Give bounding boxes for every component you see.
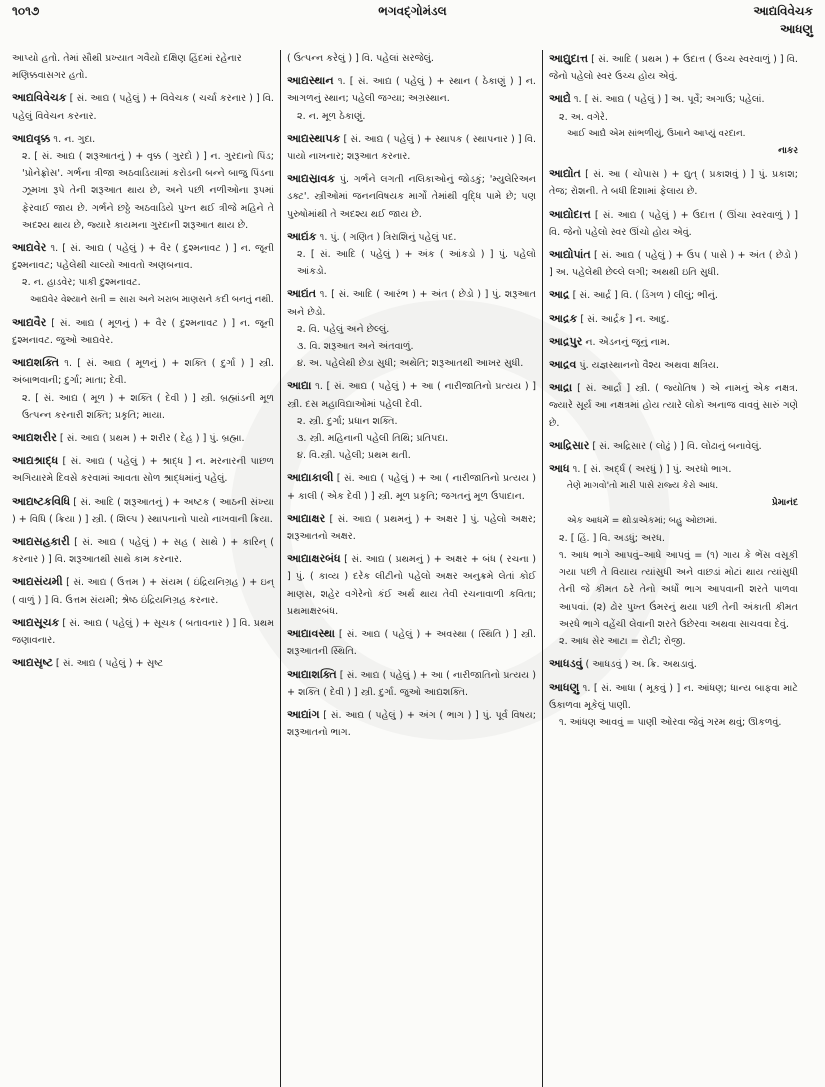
sense: [ સં. આ ( ચોપાસ ) + દ્યુત્ ( પ્રકાશવું ) ] પું. પ્રકાશ; તેજ; રોશની. તે બધી દિશામાં ફેલાય છે. — [549, 169, 798, 198]
sense: [ સં. આર્દ્ર ] વિ. ( ડિંગળ ) લીલું; ભીનું. — [572, 290, 718, 302]
sense: ૧. [ સં. આદ્ય ( પહેલું ) ] અ. પૂર્વે; અગાઉ; પહેલાં. — [573, 94, 765, 106]
headword: આદ્યશક્તિ — [12, 356, 59, 370]
sense: ૨. સ્ત્રી. દુર્ગા; પ્રધાન શક્તિ. — [297, 415, 398, 427]
headword: આદ્યે — [549, 92, 571, 106]
dictionary-entry — [549, 437, 798, 455]
headword: આદ્રા — [549, 381, 573, 395]
sense: ૨. [ હિં. ] વિ. અડધું; અરધ. — [559, 532, 665, 544]
dictionary-entry — [12, 429, 274, 447]
headword: આદ્રિસાર — [549, 438, 590, 452]
sense: [ સં. આદ્ય ( પહેલું ) + સૂચક ( બતાવનાર ) ] વિ. પ્રથમ જણાવનાર. — [12, 617, 274, 647]
dictionary-entry — [12, 573, 274, 608]
dictionary-entry — [549, 246, 798, 281]
sense: [ સં. આર્દ્રા ] સ્ત્રી. ( જ્યોતિષ ) એ નામનું એક નક્ષત્ર. જ્યારે સૂર્ય આ નક્ષત્રમાં હોય ત્યારે લોકો અનાજ વાવવું સારું ગણે છે. — [549, 383, 798, 429]
headword: આધ — [549, 462, 570, 476]
dictionary-entry — [549, 333, 798, 351]
sense: [ સં. અદ્રિસાર ( લોઢું ) ] વિ. લોઢાનું બનાવેલું. — [592, 440, 762, 452]
sense: [ સં. આદ્ય ( પહેલું ) + સહ ( સાથે ) + કારિન્ ( કરનાર ) ] વિ. શરૂઆતથી સાથે કામ કરનાર. — [12, 537, 274, 566]
sense: ન. એડનનું જૂનું નામ. — [585, 336, 670, 348]
dictionary-entry — [549, 206, 798, 241]
headword: આદ્યસૂચક — [12, 615, 60, 629]
sense: ૨. [ સં. આદિ ( પહેલું ) + અંક ( આંકડો ) ] પું. પહેલો આંકડો. — [297, 249, 536, 278]
sense: ૨. [ સં. આદ્ય ( મૂળ ) + શક્તિ ( દેવી ) ] સ્ત્રી. બ્રહ્માંડની મૂળ ઉત્પન્ન કરનારી શક્તિ; પ્રકૃતિ; માયા. — [22, 392, 274, 421]
sense: ૪. વિ.સ્ત્રી. પહેલી; પ્રથમ થતી. — [297, 450, 411, 462]
headword: આદ્યાંગ — [287, 707, 320, 721]
headword: આદ્યશરીર — [12, 431, 57, 445]
dictionary-entry — [287, 228, 536, 281]
dictionary-columns — [12, 50, 818, 1087]
headword: આદ્યસૃષ્ટ — [12, 656, 53, 670]
continued-text: આપ્યો હતો. તેમાં સૌથી પ્રખ્યાત ગવૈયો દક્ષિણ હિંદમાં રહેનાર મણિક્કવાસગર હતો. — [12, 53, 242, 82]
headword: આદ્યાવસ્થા — [287, 627, 335, 641]
dictionary-entry — [287, 550, 536, 620]
dictionary-entry — [12, 654, 274, 672]
page-header — [0, 0, 825, 48]
sense: [ સં. આદિ ( પ્રથમ ) + ઉદાત્ત ( ઉચ્ચ સ્વરવાળું ) ] વિ. જેનો પહેલો સ્વર ઉચ્ચ હોય એવું. — [549, 54, 798, 83]
sense: [ સં. આદ્ય ( પહેલું ) + શ્રાદ્ધ ] ન. મરનારની પાછળ અગિયારમે દિવસે કરવામાં આવતા સોળ શ્રાદ્ધમાંનું પહેલું. — [12, 456, 274, 485]
dictionary-entry — [549, 286, 798, 304]
headword: આદ્ર — [549, 288, 570, 302]
headword: આદ્યવૈર — [12, 315, 47, 329]
sense: [ સં. આદ્ય ( પ્રથમ ) + શરીર ( દેહ ) ] પું. બ્રહ્મા. — [59, 433, 245, 445]
sense: [ સં. આદ્ય ( ઉત્તમ ) + સંયમ ( ઇંદ્રિયનિગ્રહ ) + ઇન્ ( વાળું ) ] વિ. ઉત્તમ સંયમી; શ્રેષ્ઠ ઇંદ્રિયનિગ્રહ કરનાર. — [12, 577, 274, 606]
sense: ૨. આધ સેર આટા = રોટી; રોજી. — [559, 636, 686, 648]
sense: [ સં. આદ્ય ( પ્રથમનું ) + અક્ષર + બંધ ( રચના ) ] પું. ( કાવ્ય ) દરેક લીટીનો પહેલો અક્ષર અનુક્રમે લેતાં કોઈ માણસ, શહેર વગેરેનો કંઈ અર્થ થાય તેવી રચનાવાળી કવિતા; પ્રથમાક્ષરબંધ. — [287, 554, 536, 617]
sense: [ સં. આદ્ય ( પહેલું ) + વિવેચક ( ચર્ચા કરનાર ) ] વિ. પહેલું વિવેચન કરનાર. — [12, 93, 274, 122]
headword: આદ્યુદાત્ત — [549, 52, 589, 65]
sense: ૧. આધ ભાગે આપવું–આધે આપવું = (૧) ગાય કે ભેંસ વસૂકી ગયા પછી તે વિયાય ત્યાંસુધી અને વાછડાં મોટાં થાય ત્યાંસુધી તેની જે કીમત ઠરે તેનો અર્ધો ભાગ આપવાની શરતે પાળવા આપવાં. (૨) ઢોર પુખ્ત ઉંમરનું થયા પછી તેની અંકાતી કીમત અરધે ભાગે વહેંચી લેવાની શરતે ઉછેરવા અથવા સાચવવા દેવું. — [559, 550, 798, 630]
sense: ૩. સ્ત્રી. મહિનાની પહેલી તિથિ; પ્રતિપદા. — [297, 433, 449, 445]
dictionary-entry — [287, 285, 536, 372]
dictionary-entry — [549, 90, 798, 160]
dictionary-entry — [287, 130, 536, 165]
dictionary-entry — [287, 625, 536, 660]
headword: આદ્યશ્રાદ્ધ — [12, 454, 59, 468]
sense: [ સં. આદ્ય ( પહેલું ) + સૃષ્ટ — [55, 658, 164, 670]
book-title: ભગવદ્ગોમંડલ — [378, 4, 447, 18]
usage-quote: તેણે માગવો'તો મારી પાસે રાજ્ય કેરો આધ. — [567, 481, 719, 492]
headword: આદ્યોદાત્ત — [549, 207, 591, 221]
sense: ૧. આંધણ આવવું = પાણી ઓરવા જેવું ગરમ થવું; ઊકળવું. — [559, 716, 782, 728]
sense: ૧. ન. ગુદા. — [53, 133, 96, 145]
headword: આદ્યોત — [549, 167, 581, 181]
sense: ૧. [ સં. આદ્ય ( પહેલું ) + વૈર ( દુશ્મનાવટ ) ] ન. જૂની દુશ્મનાવટ; પહેલેથી ચાલ્યો આવતો અણબનાવ. — [12, 243, 274, 272]
sense: ( આધડવું ) અ. ક્રિ. અથડાવું. — [585, 659, 697, 671]
headword: આદ્યષ્ટકવિધિ — [12, 494, 71, 508]
headword: આદ્યાશક્તિ — [287, 667, 337, 681]
sense: ૧. પું. ( ગણિત ) ત્રિરાશિનું પહેલું પદ. — [319, 231, 457, 243]
headword: આદ્યા — [287, 379, 312, 393]
dictionary-entry — [287, 706, 536, 741]
sense: ૧. [ સં. આદ્ય ( પહેલું ) + સ્થાન ( ઠેકાણું ) ] ન. આગળનું સ્થાન; પહેલી જગ્યા; અગ્રસ્થાન. — [287, 76, 536, 105]
dictionary-entry — [12, 130, 274, 234]
sense: [ સં. આદ્ય ( પ્રથમનું ) + અક્ષર ] પું. પહેલો અક્ષર; શરૂઆતનો અક્ષર. — [287, 513, 536, 543]
dictionary-entry — [12, 452, 274, 487]
sense: [ સં. આદ્ય ( પહેલું ) + ઉદાત્ત ( ઊંચા સ્વરવાળું ) ] વિ. જેનો પહેલો સ્વર ઊંચો હોય એવું. — [549, 209, 798, 238]
headword: આદ્યસ્થાપક — [287, 131, 341, 145]
guide-word-last: આધણુ — [780, 22, 813, 36]
usage-quote: એક આધમેં = થોડાએકમાં; બહુ ઓછામાં. — [567, 515, 718, 526]
dictionary-entry — [549, 356, 798, 374]
dictionary-entry — [549, 460, 798, 650]
sense: [ સં. આર્દ્રક ] ન. આદુ. — [580, 313, 670, 325]
dictionary-entry — [12, 493, 274, 528]
headword: આદ્યંક — [287, 229, 317, 243]
sense: ૧. [ સં. આધા ( મૂકવું ) ] ન. આંધણ; ધાન્ય બાફવા માટે ઉકાળવા મૂકેલું પાણી. — [549, 682, 798, 711]
headword: આદ્યવેર — [12, 241, 47, 255]
dictionary-entry — [287, 469, 536, 504]
headword: આદ્યોપાંત — [549, 248, 591, 262]
usage-quote: આદ્યવેર વેશ્યાને સતી = સારા અને ખરાબ માણસને કદી બનતું નથી. — [30, 294, 274, 305]
sense: ૨. અ. વગેરે. — [559, 111, 608, 123]
dictionary-entry — [12, 314, 274, 349]
quote-attribution: પ્રેમાનંદ — [771, 498, 798, 509]
dictionary-entry — [287, 377, 536, 464]
dictionary-entry — [12, 89, 274, 124]
dictionary-entry — [549, 50, 798, 85]
headword: આદ્યવિવેચક — [12, 91, 67, 105]
page-number: ૧૦૧૭ — [12, 4, 40, 18]
sense: ૨. [ સં. આદ્ય ( શરૂઆતનું ) + વૃક્ક ( ગુરદો ) ] ન. ગુરદાનો પિંડ; 'પ્રોનેફ્રોસ'. ગર્ભના ત્રીજા અઠવાડિયામાં કરોડની બન્ને બાજુ પિંડના ઝૂમખા રૂપે તેની શરૂઆત થાય છે, અને પછી નળીઓના રૂપમાં ફેરવાઈ જાય છે. ગર્ભને છઠ્ઠે અઠવાડિયે પુખ્ત થઈ ત્રીજે મહિને તે અદશ્ય થાય છે, જ્યારે કાયમના ગુરદાની શરૂઆત થાય છે. — [22, 151, 274, 231]
column-1 — [12, 50, 280, 1087]
sense: પું. યજ્ઞસ્થાનનો વૈશ્ય અથવા ક્ષત્રિય. — [579, 360, 719, 372]
dictionary-entry — [12, 239, 274, 309]
sense: ૨. ન. હાડવેર; પાકી દુશ્મનાવટ. — [22, 277, 141, 289]
headword: આદ્યંત — [287, 287, 317, 301]
guide-word-first: આદ્યવિવેચક — [753, 4, 813, 18]
dictionary-entry — [549, 165, 798, 200]
sense: [ સં. આદ્ય ( પહેલું ) + અવસ્થા ( સ્થિતિ ) ] સ્ત્રી. શરૂઆતની સ્થિતિ. — [287, 629, 536, 658]
dictionary-entry — [549, 379, 798, 432]
dictionary-entry — [12, 533, 274, 568]
sense: ૧. [ સં. આદ્ય ( પહેલું ) + આ ( નારીજાતિનો પ્રત્યય ) ] સ્ત્રી. દસ મહાવિદ્યાઓમાં પહેલી દેવી. — [287, 381, 536, 410]
quote-attribution: નાકર — [778, 146, 798, 157]
headword: આદ્રપુર — [549, 334, 583, 348]
headword: આદ્યાક્ષર — [287, 511, 326, 525]
sense: [ સં. આદ્ય ( પહેલું ) + આ ( નારીજાતિનો પ્રત્યય ) + શક્તિ ( દેવી ) ] સ્ત્રી. દુર્ગા. જુઓ આદ્યશક્તિ. — [287, 669, 536, 698]
headword: આદ્યાકાલી — [287, 471, 334, 485]
usage-quote: આઈ આદ્યે એમ સાંભળીયું, ઉખાને આપ્યું વરદાન. — [567, 128, 746, 139]
headword: આદ્યસહકારી — [12, 535, 70, 549]
column-3 — [542, 50, 804, 1087]
headword: આદ્રક — [549, 311, 578, 325]
sense: [ સં. આદ્ય ( પહેલું ) + અંગ ( ભાગ ) ] પું. પૂર્વ વિષય; શરૂઆતનો ભાગ. — [287, 709, 536, 739]
sense: ૨. વિ. પહેલું અને છેલ્લું. — [297, 323, 390, 335]
dictionary-entry — [12, 614, 274, 649]
sense: ૨. ન. મૂળ ઠેકાણું. — [297, 110, 366, 122]
headword: આદ્યાક્ષરબંધ — [287, 552, 341, 566]
sense: ૧. [ સં. આદ્ય ( મૂળનું ) + શક્તિ ( દુર્ગા ) ] સ્ત્રી. અંબાભવાની; દુર્ગા; માતા; દેવી. — [12, 358, 274, 387]
headword: આદ્રવ — [549, 358, 577, 372]
sense: [ સં. આદ્ય ( પહેલું ) + આ ( નારીજાતિનો પ્રત્યય ) + કાલી ( એક દેવી ) ] સ્ત્રી. મૂળ પ્રકૃતિ; જગતનું મૂળ ઉપાદાન. — [287, 473, 536, 502]
sense: [ સં. આદ્ય ( પહેલું ) + સ્થાપક ( સ્થાપનાર ) ] વિ. પાયો નાખનાર; શરૂઆત કરનાર. — [287, 133, 536, 163]
headword: આદ્યસ્થાન — [287, 74, 334, 88]
headword: આદ્યસંયમી — [12, 575, 63, 589]
headword: આધડવું — [549, 657, 583, 671]
headword: આધણુ — [549, 680, 580, 694]
continued-text: ( ઉત્પન્ન કરેલું ) ] વિ. પહેલાં સરજેલું. — [287, 53, 434, 64]
dictionary-entry — [287, 510, 536, 545]
headword: આદ્યવૃક્ક — [12, 131, 51, 145]
sense: ૧. [ સં. અર્દ્ધ ( અરધું ) ] પું. અરધો ભાગ. — [572, 464, 732, 476]
sense: પું. ગર્ભને લગતી નલિકાઓનું જોડકું; 'મ્યુલેરિઅન ડક્ટ'. સ્ત્રીઓમાં જનનવિષયક માર્ગો તેમાંથી વૃદ્ધિ પામે છે; પણ પુરુષોમાંથી તે અદશ્ય થઈ જાય છે. — [287, 174, 536, 220]
sense: ૧. [ સં. આદિ ( આરંભ ) + અંત ( છેડો ) ] પું. શરૂઆત અને છેડો. — [287, 289, 536, 318]
dictionary-entry — [12, 354, 274, 424]
dictionary-entry — [287, 72, 536, 125]
sense: [ સં. આદ્ય ( મૂળનું ) + વૈર ( દુશ્મનાવટ ) ] ન. જૂની દુશ્મનાવટ. જુઓ આદ્યવેર. — [12, 317, 274, 347]
dictionary-entry — [287, 666, 536, 701]
dictionary-entry — [549, 655, 798, 673]
sense: [ સં. આદિ ( શરૂઆતનું ) + અષ્ટક ( આઠની સંખ્યા ) + વિધિ ( ક્રિયા ) ] સ્ત્રી. ( શિલ્પ ) સ્થાપનાનો પાયો નાખવાની ક્રિયા. — [12, 496, 274, 525]
dictionary-entry — [287, 170, 536, 223]
headword: આદ્યસ્રાવક — [287, 172, 336, 186]
sense: ૪. અ. પહેલેથી છેડા સુધી; અથેતિ; શરૂઆતથી આખર સુધી. — [297, 358, 524, 370]
dictionary-entry — [549, 310, 798, 328]
dictionary-entry — [549, 679, 798, 732]
column-2 — [280, 50, 542, 1087]
sense: [ સં. આદ્ય ( પહેલું ) + ઉપ ( પાસે ) + અંત ( છેડો ) ] અ. પહેલેથી છેલ્લે લગી; અથથી ઇતિ સુધી. — [549, 250, 798, 279]
sense: ૩. વિ. શરૂઆત અને અંતવાળું. — [297, 341, 414, 353]
